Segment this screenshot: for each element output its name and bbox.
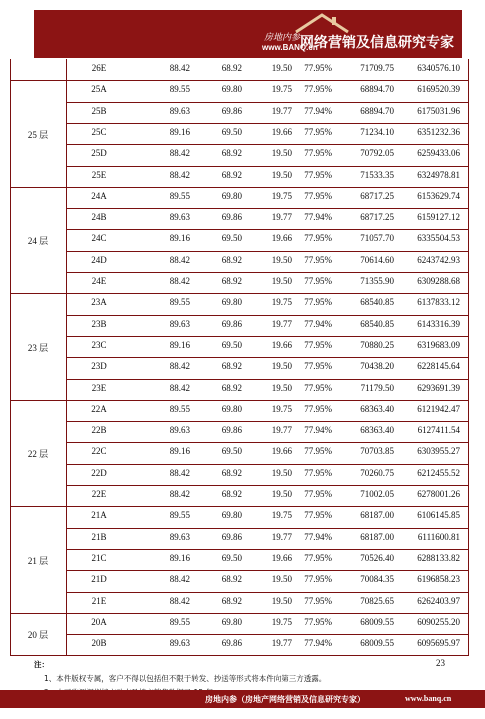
table-cell: 19.75 — [271, 190, 292, 201]
table-cell: 89.16 — [169, 552, 190, 563]
table-cell: 19.50 — [271, 574, 292, 585]
table-cell: 19.50 — [271, 489, 292, 499]
footer-bar — [0, 690, 485, 708]
table-cell: 6262403.97 — [417, 595, 460, 606]
table-cell: 89.63 — [169, 212, 190, 223]
row-divider — [66, 464, 468, 465]
table-cell: 6278001.26 — [417, 489, 460, 499]
table-cell: 88.42 — [169, 63, 190, 73]
table-cell: 89.63 — [169, 638, 190, 649]
table-cell: 69.80 — [221, 510, 242, 521]
table-cell: 68717.25 — [360, 190, 394, 201]
table-cell: 88.42 — [169, 148, 190, 159]
table-cell: 69.50 — [221, 233, 242, 244]
table-cell: 6143316.39 — [417, 318, 460, 329]
table-cell: 6121942.47 — [417, 403, 460, 414]
table-cell: 68187.00 — [360, 531, 394, 542]
row-divider — [66, 357, 468, 358]
table-cell: 19.75 — [271, 510, 292, 521]
table-cell: 68.92 — [221, 489, 242, 499]
table-cell: 71002.05 — [360, 489, 394, 499]
table-cell: 68717.25 — [360, 212, 394, 223]
group-divider — [10, 613, 468, 614]
brand-url: www.BANQ.cn — [262, 43, 318, 52]
table-cell: 68363.40 — [360, 403, 394, 414]
table-cell: 6288133.82 — [417, 552, 460, 563]
table-cell: 71709.75 — [360, 63, 394, 73]
table-cell: 23C — [91, 339, 107, 350]
table-cell: 71533.35 — [360, 169, 394, 180]
table-cell: 77.95% — [304, 489, 332, 499]
table-cell: 19.77 — [271, 531, 292, 542]
table-cell: 77.95% — [304, 595, 332, 606]
row-divider — [66, 421, 468, 422]
table-cell: 68187.00 — [360, 510, 394, 521]
table-cell: 70614.60 — [360, 254, 394, 265]
table-cell: 6303955.27 — [417, 446, 460, 457]
table-cell: 24D — [91, 254, 107, 265]
group-divider — [10, 187, 468, 188]
table-cell: 19.75 — [271, 84, 292, 95]
table-cell: 89.63 — [169, 425, 190, 436]
table-cell: 69.86 — [221, 425, 242, 436]
floor-label: 20 层 — [27, 630, 49, 641]
table-cell: 89.55 — [169, 297, 190, 308]
table-cell: 68894.70 — [360, 105, 394, 116]
table-cell: 6090255.20 — [417, 616, 460, 627]
table-cell: 6175031.96 — [417, 105, 460, 116]
table-cell: 6127411.54 — [417, 425, 460, 436]
table-cell: 19.66 — [271, 446, 292, 457]
table-cell: 6335504.53 — [417, 233, 460, 244]
table-cell: 69.80 — [221, 616, 242, 627]
row-divider — [66, 336, 468, 337]
table-cell: 25B — [91, 105, 107, 116]
table-cell: 71179.50 — [360, 382, 394, 393]
table-cell: 19.50 — [271, 382, 292, 393]
table-cell: 70880.25 — [360, 339, 394, 350]
table-cell: 19.75 — [271, 616, 292, 627]
group-divider — [10, 80, 468, 81]
table-cell: 68.92 — [221, 254, 242, 265]
table-cell: 69.86 — [221, 212, 242, 223]
table-cell: 89.55 — [169, 510, 190, 521]
table-cell: 22D — [91, 467, 107, 478]
table-cell: 25E — [91, 169, 107, 180]
table-cell: 88.42 — [169, 276, 190, 286]
table-cell: 69.80 — [221, 84, 242, 95]
table-cell: 88.42 — [169, 574, 190, 585]
table-cell: 68540.85 — [360, 318, 394, 329]
table-cell: 19.77 — [271, 425, 292, 436]
table-cell: 6293691.39 — [417, 382, 460, 393]
table-cell: 19.77 — [271, 318, 292, 329]
table-cell: 23B — [91, 318, 107, 329]
floor-label: 22 层 — [27, 449, 49, 460]
table-cell: 26E — [91, 63, 107, 73]
table-cell: 24E — [91, 276, 107, 286]
group-divider — [10, 400, 468, 401]
table-cell: 88.42 — [169, 489, 190, 499]
table-cell: 69.80 — [221, 403, 242, 414]
table-cell: 89.16 — [169, 446, 190, 457]
table-cell: 68.92 — [221, 63, 242, 73]
row-divider — [66, 123, 468, 124]
table-cell: 23D — [91, 361, 107, 372]
row-divider — [66, 528, 468, 529]
table-cell: 23E — [91, 382, 107, 393]
table-cell: 68.92 — [221, 595, 242, 606]
brand-name: 房地内参 — [264, 32, 301, 42]
group-divider — [10, 293, 468, 294]
table-cell: 77.95% — [304, 126, 332, 137]
table-cell: 77.95% — [304, 233, 332, 244]
table-cell: 77.94% — [304, 531, 332, 542]
table-cell: 21D — [91, 574, 107, 585]
table-cell: 19.75 — [271, 403, 292, 414]
table-cell: 71234.10 — [360, 126, 394, 137]
table-cell: 24C — [91, 233, 107, 244]
banner-title: 网络营销及信息研究专家 — [300, 35, 454, 51]
table-cell: 70792.05 — [360, 148, 394, 159]
row-divider — [66, 272, 468, 273]
footer-brand: 房地内参（房地产网络营销及信息研究专家） — [205, 695, 365, 704]
table-border — [468, 59, 469, 656]
table-cell: 19.50 — [271, 361, 292, 372]
table-cell: 70438.20 — [360, 361, 394, 372]
table-cell: 88.42 — [169, 467, 190, 478]
table-cell: 77.95% — [304, 63, 332, 73]
table-cell: 22B — [91, 425, 107, 436]
floor-label: 25 层 — [27, 129, 49, 140]
table-cell: 77.94% — [304, 318, 332, 329]
table-cell: 77.95% — [304, 361, 332, 372]
table-cell: 19.66 — [271, 339, 292, 350]
table-cell: 25D — [91, 148, 107, 159]
table-cell: 68009.55 — [360, 638, 394, 649]
group-divider — [10, 655, 468, 656]
table-cell: 68.92 — [221, 361, 242, 372]
table-cell: 6228145.64 — [417, 361, 460, 372]
table-cell: 69.50 — [221, 126, 242, 137]
table-cell: 77.95% — [304, 552, 332, 563]
floor-label: 23 层 — [27, 342, 49, 353]
table-cell: 70526.40 — [360, 552, 394, 563]
table-cell: 70703.85 — [360, 446, 394, 457]
table-cell: 19.50 — [271, 254, 292, 265]
footer-url: www.banq.cn — [405, 694, 452, 703]
table-cell: 69.86 — [221, 638, 242, 649]
table-cell: 69.50 — [221, 339, 242, 350]
table-cell: 6169520.39 — [417, 84, 460, 95]
table-cell: 19.50 — [271, 467, 292, 478]
row-divider — [66, 570, 468, 571]
table-cell: 89.16 — [169, 126, 190, 137]
table-cell: 19.50 — [271, 595, 292, 606]
table-cell: 77.95% — [304, 616, 332, 627]
table-cell: 89.55 — [169, 84, 190, 95]
table-cell: 71355.90 — [360, 276, 394, 286]
row-divider — [66, 634, 468, 635]
table-cell: 68.92 — [221, 467, 242, 478]
table-cell: 19.77 — [271, 105, 292, 116]
table-cell: 89.55 — [169, 616, 190, 627]
table-cell: 70260.75 — [360, 467, 394, 478]
table-cell: 89.63 — [169, 105, 190, 116]
table-cell: 6095695.97 — [417, 638, 460, 649]
table-cell: 77.95% — [304, 510, 332, 521]
table-cell: 20B — [91, 638, 107, 649]
table-cell: 6196858.23 — [417, 574, 460, 585]
table-cell: 68363.40 — [360, 425, 394, 436]
table-cell: 68540.85 — [360, 297, 394, 308]
table-cell: 88.42 — [169, 595, 190, 606]
table-cell: 77.94% — [304, 638, 332, 649]
table-cell: 77.95% — [304, 190, 332, 201]
table-cell: 69.86 — [221, 531, 242, 542]
table-cell: 88.42 — [169, 169, 190, 180]
table-cell: 77.95% — [304, 339, 332, 350]
table-cell: 22A — [91, 403, 107, 414]
table-cell: 71057.70 — [360, 233, 394, 244]
table-cell: 6243742.93 — [417, 254, 460, 265]
table-cell: 77.95% — [304, 84, 332, 95]
table-cell: 19.66 — [271, 233, 292, 244]
row-divider — [66, 208, 468, 209]
table-cell: 6309288.68 — [417, 276, 460, 286]
table-cell: 19.66 — [271, 126, 292, 137]
table-cell: 77.95% — [304, 169, 332, 180]
table-cell: 89.55 — [169, 403, 190, 414]
table-cell: 77.95% — [304, 148, 332, 159]
table-cell: 19.50 — [271, 63, 292, 73]
table-cell: 77.95% — [304, 403, 332, 414]
table-cell: 6137833.12 — [417, 297, 460, 308]
table-cell: 68.92 — [221, 574, 242, 585]
table-cell: 6159127.12 — [417, 212, 460, 223]
row-divider — [66, 485, 468, 486]
table-cell: 77.95% — [304, 276, 332, 286]
table-cell: 19.50 — [271, 169, 292, 180]
row-divider — [66, 549, 468, 550]
table-cell: 89.63 — [169, 318, 190, 329]
table-cell: 19.50 — [271, 276, 292, 286]
table-cell: 24B — [91, 212, 107, 223]
table-cell: 24A — [91, 190, 107, 201]
table-cell: 6212455.52 — [417, 467, 460, 478]
table-cell: 89.63 — [169, 531, 190, 542]
table-cell: 21A — [91, 510, 107, 521]
table-cell: 89.55 — [169, 190, 190, 201]
row-divider — [66, 144, 468, 145]
table-cell: 21B — [91, 531, 107, 542]
page-number: 23 — [436, 658, 445, 668]
table-cell: 77.95% — [304, 446, 332, 457]
house-logo-icon — [294, 12, 350, 34]
row-divider — [66, 379, 468, 380]
table-cell: 69.86 — [221, 318, 242, 329]
table-cell: 77.95% — [304, 297, 332, 308]
table-cell: 88.42 — [169, 254, 190, 265]
table-cell: 77.95% — [304, 467, 332, 478]
note-label: 注： — [34, 660, 49, 669]
table-cell: 77.94% — [304, 425, 332, 436]
floor-label: 24 层 — [27, 236, 49, 247]
table-cell: 77.94% — [304, 212, 332, 223]
table-cell: 77.95% — [304, 254, 332, 265]
table-cell: 77.95% — [304, 382, 332, 393]
price-table — [10, 59, 468, 656]
table-cell: 6153629.74 — [417, 190, 460, 201]
table-cell: 6351232.36 — [417, 126, 460, 137]
row-divider — [66, 166, 468, 167]
table-cell: 19.77 — [271, 212, 292, 223]
table-cell: 77.95% — [304, 574, 332, 585]
table-cell: 68.92 — [221, 148, 242, 159]
table-cell: 19.77 — [271, 638, 292, 649]
table-cell: 25C — [91, 126, 107, 137]
table-cell: 88.42 — [169, 382, 190, 393]
table-cell: 69.80 — [221, 297, 242, 308]
group-divider — [10, 506, 468, 507]
table-cell: 25A — [91, 84, 107, 95]
row-divider — [66, 315, 468, 316]
table-cell: 6340576.10 — [417, 63, 460, 73]
table-cell: 21E — [91, 595, 107, 606]
table-cell: 88.42 — [169, 361, 190, 372]
table-cell: 68.92 — [221, 382, 242, 393]
table-cell: 69.86 — [221, 105, 242, 116]
note-line-1: 1、本件版权专属，客户不得以包括但不限于转发、抄送等形式将本件向第三方透露。 — [44, 674, 327, 683]
row-divider — [66, 251, 468, 252]
row-divider — [66, 442, 468, 443]
table-cell: 23A — [91, 297, 107, 308]
table-cell: 6324978.81 — [417, 169, 460, 180]
table-cell: 89.16 — [169, 339, 190, 350]
row-divider — [66, 102, 468, 103]
table-cell: 21C — [91, 552, 107, 563]
table-cell: 69.50 — [221, 446, 242, 457]
row-divider — [66, 592, 468, 593]
table-cell: 70084.35 — [360, 574, 394, 585]
table-cell: 20A — [91, 616, 107, 627]
table-cell: 69.80 — [221, 190, 242, 201]
row-divider — [66, 229, 468, 230]
floor-label: 21 层 — [27, 555, 49, 566]
table-cell: 68009.55 — [360, 616, 394, 627]
table-cell: 6259433.06 — [417, 148, 460, 159]
table-cell: 89.16 — [169, 233, 190, 244]
table-cell: 19.66 — [271, 552, 292, 563]
table-cell: 6319683.09 — [417, 339, 460, 350]
table-cell: 77.94% — [304, 105, 332, 116]
table-cell: 22E — [91, 489, 107, 499]
table-cell: 6106145.85 — [417, 510, 460, 521]
table-cell: 19.75 — [271, 297, 292, 308]
table-cell: 68.92 — [221, 276, 242, 286]
table-cell: 19.50 — [271, 148, 292, 159]
table-cell: 68.92 — [221, 169, 242, 180]
table-cell: 68894.70 — [360, 84, 394, 95]
table-cell: 69.50 — [221, 552, 242, 563]
table-cell: 70825.65 — [360, 595, 394, 606]
header-banner — [34, 10, 462, 58]
table-cell: 6111600.81 — [417, 531, 460, 542]
table-cell: 22C — [91, 446, 107, 457]
